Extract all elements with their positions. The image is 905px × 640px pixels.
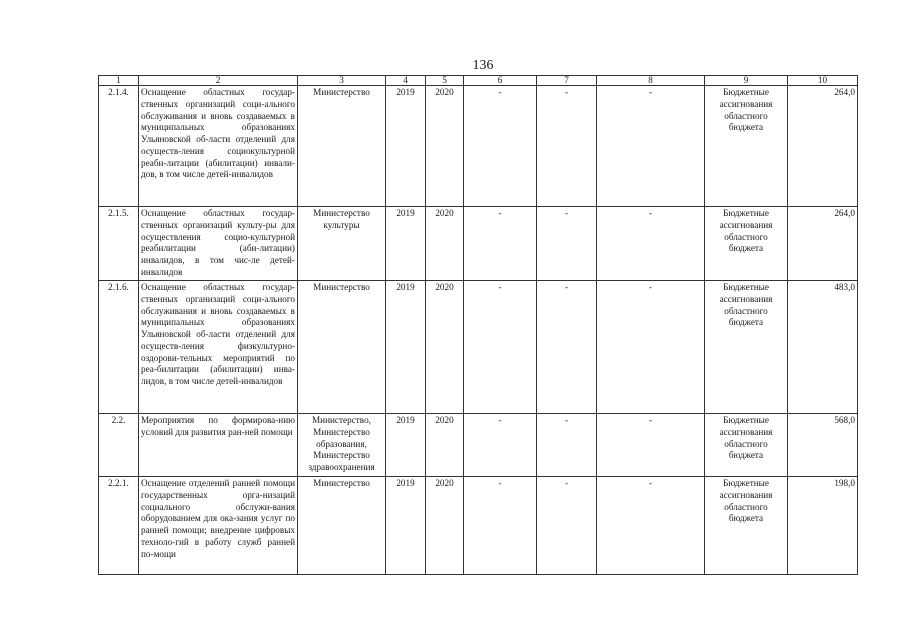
- item-col7: -: [537, 477, 597, 575]
- item-amount: 264,0: [788, 207, 858, 281]
- header-cell: 1: [99, 76, 139, 86]
- item-name: Оснащение областных государ-ственных организаций культу-ры для осуществления социо-культурной реабилитации (аби-литации) инвалидов, в том чис-ле детей-инвалидов: [139, 207, 298, 281]
- table-row: [99, 414, 858, 477]
- item-col6: -: [464, 281, 537, 414]
- item-number: 2.1.5.: [99, 207, 139, 281]
- header-cell: 9: [705, 76, 788, 86]
- header-cell: 8: [597, 76, 705, 86]
- item-funding-source: Бюджетные ассигнования областного бюджета: [705, 414, 788, 477]
- item-number: 2.2.1.: [99, 477, 139, 575]
- header-cell: 3: [298, 76, 386, 86]
- item-name: Оснащение отделений ранней помощи государственных орга-низаций социального обслужи-вания оборудованием для ока-зания услуг по ранней помощи; внедрение цифровых техноло-гий в работу служб ранней по-мощи: [139, 477, 298, 575]
- item-funding-source: Бюджетные ассигнования областного бюджета: [705, 207, 788, 281]
- item-col7: -: [537, 281, 597, 414]
- item-end-year: 2020: [426, 477, 464, 575]
- header-cell: 7: [537, 76, 597, 86]
- item-end-year: 2020: [426, 281, 464, 414]
- item-executor: Министерство, Министерство образования, Министерство здравоохранения: [298, 414, 386, 477]
- item-end-year: 2020: [426, 414, 464, 477]
- item-name: Оснащение областных государ-ственных организаций соци-ального обслуживания и вновь создаваемых в муниципальных образованиях Ульяновской об-ласти отделений для осуществ-ления социокультурной реаби-литации (абилитации) инвали-дов, в том числе детей-инвалидов: [139, 86, 298, 207]
- item-col8: -: [597, 414, 705, 477]
- item-start-year: 2019: [386, 414, 426, 477]
- item-col7: -: [537, 86, 597, 207]
- item-number: 2.2.: [99, 414, 139, 477]
- table-row: [99, 477, 858, 575]
- item-executor: Министерство культуры: [298, 207, 386, 281]
- item-col8: -: [597, 281, 705, 414]
- header-cell: 5: [426, 76, 464, 86]
- item-funding-source: Бюджетные ассигнования областного бюджета: [705, 477, 788, 575]
- item-col6: -: [464, 414, 537, 477]
- item-col6: -: [464, 207, 537, 281]
- budget-table: [98, 75, 858, 575]
- item-col8: -: [597, 86, 705, 207]
- item-name: Мероприятия по формирова-нию условий для развития ран-ней помощи: [139, 414, 298, 477]
- item-col7: -: [537, 414, 597, 477]
- item-start-year: 2019: [386, 281, 426, 414]
- item-number: 2.1.6.: [99, 281, 139, 414]
- item-executor: Министерство: [298, 477, 386, 575]
- item-col8: -: [597, 477, 705, 575]
- item-executor: Министерство: [298, 86, 386, 207]
- item-col6: -: [464, 86, 537, 207]
- item-start-year: 2019: [386, 207, 426, 281]
- item-end-year: 2020: [426, 86, 464, 207]
- item-start-year: 2019: [386, 86, 426, 207]
- item-col7: -: [537, 207, 597, 281]
- header-cell: 4: [386, 76, 426, 86]
- item-amount: 264,0: [788, 86, 858, 207]
- table-row: [99, 281, 858, 414]
- item-number: 2.1.4.: [99, 86, 139, 207]
- header-cell: 2: [139, 76, 298, 86]
- header-cell: 10: [788, 76, 858, 86]
- item-col6: -: [464, 477, 537, 575]
- header-cell: 6: [464, 76, 537, 86]
- table-row: [99, 86, 858, 207]
- page-number: 136: [472, 58, 494, 73]
- item-executor: Министерство: [298, 281, 386, 414]
- item-end-year: 2020: [426, 207, 464, 281]
- item-funding-source: Бюджетные ассигнования областного бюджета: [705, 86, 788, 207]
- item-start-year: 2019: [386, 477, 426, 575]
- item-amount: 483,0: [788, 281, 858, 414]
- item-amount: 568,0: [788, 414, 858, 477]
- item-name: Оснащение областных государ-ственных организаций соци-ального обслуживания и вновь создаваемых в муниципальных образованиях Ульяновской об-ласти отделений для осуществ-ления физкультурно-оздорови-тельных мероприятий по реа-билитации (абилитации) инва-лидов, в том числе детей-инвалидов: [139, 281, 298, 414]
- header-row: [99, 76, 858, 86]
- item-amount: 198,0: [788, 477, 858, 575]
- item-col8: -: [597, 207, 705, 281]
- table-row: [99, 207, 858, 281]
- item-funding-source: Бюджетные ассигнования областного бюджета: [705, 281, 788, 414]
